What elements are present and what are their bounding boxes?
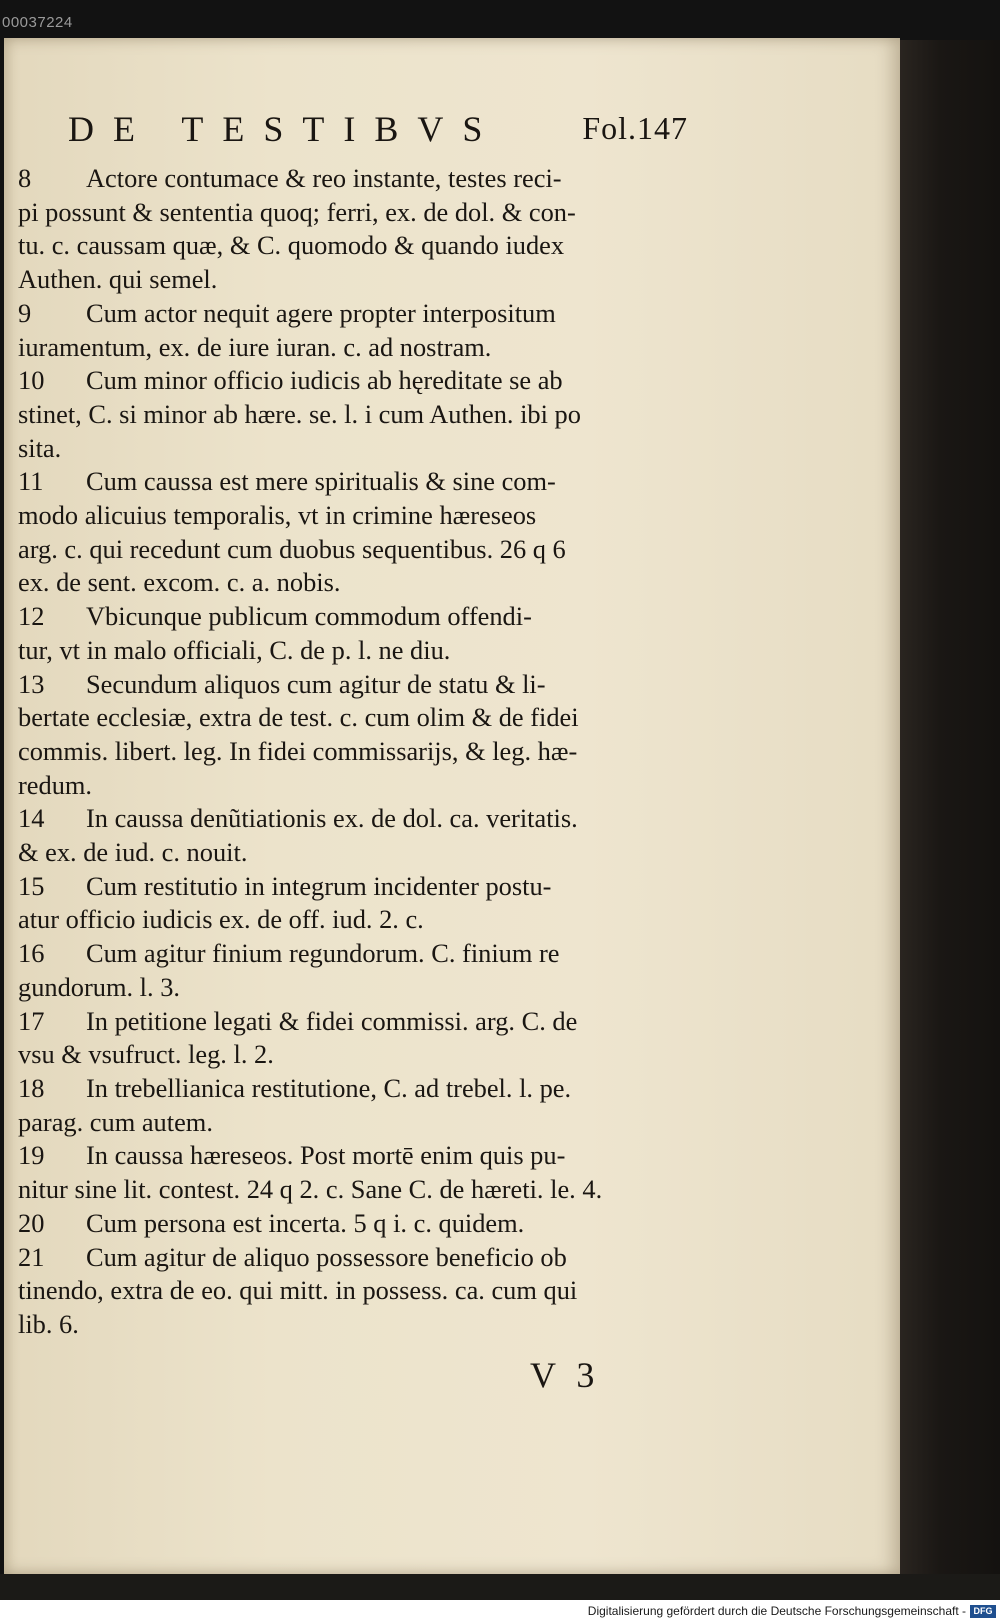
- text-line: Cum minor officio iudicis ab hęreditate se ab: [86, 365, 563, 396]
- text-line: Cum restitutio in integrum incidenter postu-: [86, 870, 552, 901]
- list-item: [18, 802, 698, 869]
- text-line: commis. libert. leg. In fidei commissarijs, & leg. hæ-: [18, 735, 578, 766]
- text-line: Cum agitur finium regundorum. C. finium re: [86, 938, 560, 969]
- text-line: Vbicunque publicum commodum offendi-: [86, 601, 532, 632]
- page-bottom-edge: [0, 1574, 1000, 1600]
- entry-number: 15: [18, 870, 45, 901]
- scan-identifier: 00037224: [2, 14, 73, 31]
- text-line: tinendo, extra de eo. qui mitt. in possess. ca. cum qui: [18, 1275, 578, 1306]
- text-line: Cum actor nequit agere propter interpositum: [86, 297, 556, 328]
- text-line: In caussa hæreseos. Post mortē enim quis pu-: [86, 1140, 566, 1171]
- text-line: tur, vt in malo officiali, C. de p. l. ne diu.: [18, 634, 451, 665]
- text-line: vsu & vsufruct. leg. l. 2.: [18, 1039, 274, 1070]
- list-item: [18, 297, 698, 364]
- entry-number: 9: [18, 297, 32, 328]
- list-item: [18, 600, 698, 667]
- entry-number: 13: [18, 668, 45, 699]
- entry-number: 16: [18, 938, 45, 969]
- body-text: [18, 162, 698, 1342]
- text-line: stinet, C. si minor ab hære. se. l. i cum Authen. ibi po: [18, 398, 581, 429]
- text-line: pi possunt & sententia quoq; ferri, ex. de dol. & con-: [18, 196, 576, 227]
- text-line: tu. c. caussam quæ, & C. quomodo & quando iudex: [18, 230, 565, 261]
- list-item: [18, 1207, 698, 1241]
- footer-credit: Digitalisierung gefördert durch die Deutsche Forschungsgemeinschaft -: [587, 1604, 966, 1618]
- text-line: Actore contumace & reo instante, testes reci-: [86, 163, 562, 193]
- entry-number: 8: [18, 163, 32, 193]
- text-line: In trebellianica restitutione, C. ad trebel. l. pe.: [86, 1072, 572, 1103]
- text-line: In petitione legati & fidei commissi. arg. C. de: [86, 1005, 578, 1036]
- list-item: [18, 1072, 698, 1139]
- entry-number: 20: [18, 1207, 45, 1238]
- list-item: [18, 162, 698, 297]
- text-line: atur officio iudicis ex. de off. iud. 2. c.: [18, 904, 424, 935]
- book-spine-shadow: [900, 40, 1000, 1580]
- text-line: gundorum. l. 3.: [18, 971, 181, 1002]
- entry-number: 21: [18, 1241, 45, 1272]
- list-item: [18, 1241, 698, 1342]
- list-item: [18, 668, 698, 803]
- text-line: nitur sine lit. contest. 24 q 2. c. Sane C. de hæreti. le. 4.: [18, 1174, 603, 1205]
- folio-number: Fol.147: [582, 110, 688, 146]
- text-line: sita.: [18, 432, 62, 463]
- text-line: parag. cum autem.: [18, 1106, 213, 1137]
- text-line: In caussa denũtiationis ex. de dol. ca. veritatis.: [86, 803, 578, 834]
- text-line: bertate ecclesiæ, extra de test. c. cum olim & de fidei: [18, 702, 579, 733]
- entry-number: 10: [18, 365, 45, 396]
- list-item: [18, 465, 698, 600]
- entry-number: 17: [18, 1005, 45, 1036]
- list-item: [18, 870, 698, 937]
- text-line: redum.: [18, 769, 93, 800]
- page-header: [68, 108, 688, 158]
- entry-number: 11: [18, 466, 44, 497]
- entry-number: 12: [18, 601, 45, 632]
- text-line: modo alicuius temporalis, vt in crimine hæreseos: [18, 500, 537, 531]
- list-item: [18, 1005, 698, 1072]
- text-line: arg. c. qui recedunt cum duobus sequentibus. 26 q 6: [18, 533, 566, 564]
- list-item: [18, 937, 698, 1004]
- text-line: iuramentum, ex. de iure iuran. c. ad nostram.: [18, 331, 492, 362]
- text-line: Authen. qui semel.: [18, 264, 218, 295]
- signature-mark: V 3: [530, 1355, 601, 1395]
- entry-number: 19: [18, 1140, 45, 1171]
- dfg-logo-icon: DFG: [970, 1605, 996, 1618]
- list-item: [18, 364, 698, 465]
- list-item: [18, 1139, 698, 1206]
- text-line: Cum persona est incerta. 5 q i. c. quidem.: [86, 1207, 525, 1238]
- text-line: Cum caussa est mere spiritualis & sine com-: [86, 466, 556, 497]
- entry-number: 18: [18, 1072, 45, 1103]
- text-line: Secundum aliquos cum agitur de statu & li-: [86, 668, 546, 699]
- text-line: ex. de sent. excom. c. a. nobis.: [18, 567, 341, 598]
- text-line: Cum agitur de aliquo possessore beneficio ob: [86, 1241, 567, 1272]
- text-line: lib. 6.: [18, 1308, 79, 1339]
- running-head: DE TESTIBVS: [68, 109, 502, 149]
- text-line: & ex. de iud. c. nouit.: [18, 837, 248, 868]
- entry-number: 14: [18, 803, 45, 834]
